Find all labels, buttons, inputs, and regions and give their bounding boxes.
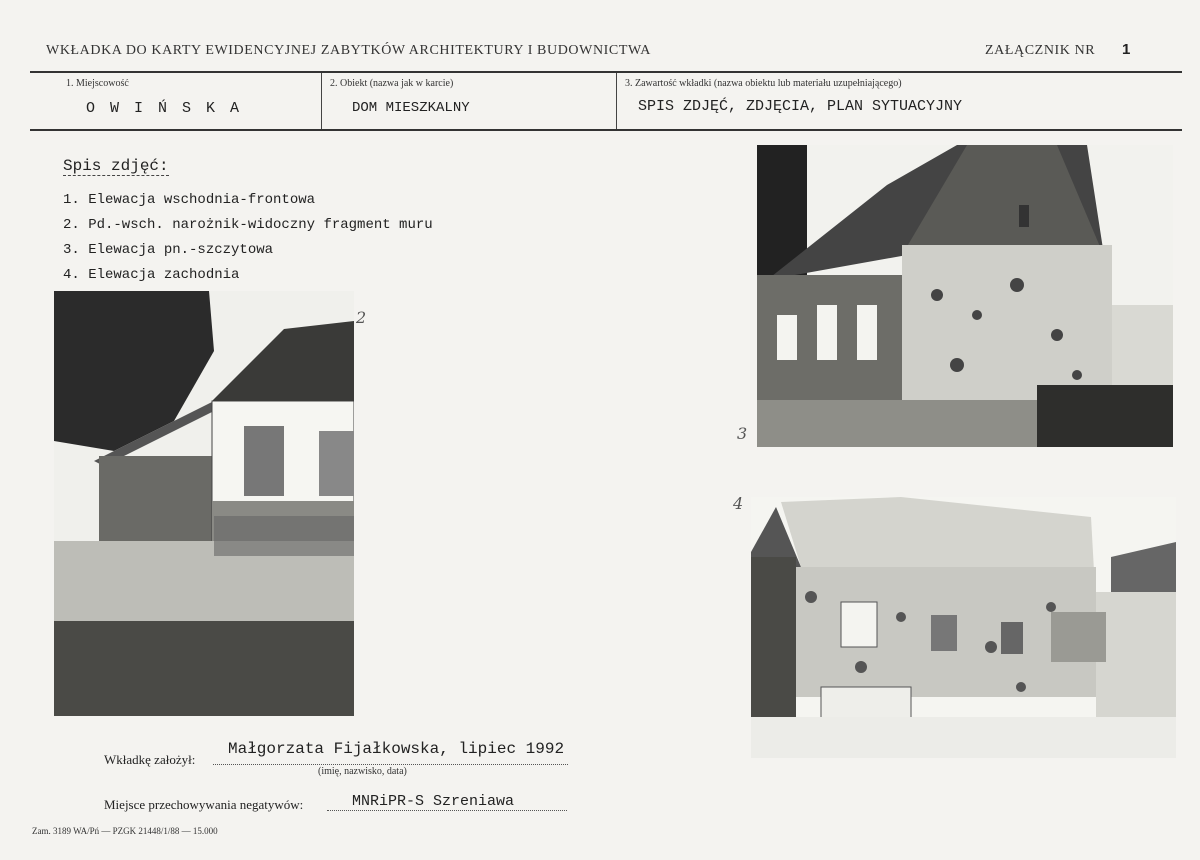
photo-4-west-elevation	[751, 497, 1176, 758]
photo-list-item: 2. Pd.-wsch. narożnik-widoczny fragment muru	[63, 217, 433, 233]
storage-label: Miejsce przechowywania negatywów:	[104, 797, 304, 812]
photo-list	[63, 188, 433, 288]
header-top-rule	[30, 71, 1182, 73]
field-divider-1	[321, 73, 322, 129]
content-label: 3. Zawartość wkładki (nazwa obiektu lub materiału uzupełniającego)	[625, 78, 902, 89]
locality-label: 1. Miejscowość	[66, 78, 129, 89]
founder-value: Małgorzata Fijałkowska, lipiec 1992	[228, 740, 565, 758]
founder-label: Wkładkę założył:	[104, 752, 196, 767]
object-value: DOM MIESZKALNY	[352, 100, 470, 116]
content-value: SPIS ZDJĘĆ, ZDJĘCIA, PLAN SYTUACYJNY	[638, 98, 963, 115]
founder-line	[213, 764, 568, 765]
photo-3-number: 3	[737, 424, 748, 443]
photo-list-title: Spis zdjęć:	[63, 157, 169, 175]
storage-value: MNRiPR-S Szreniawa	[352, 793, 515, 810]
photo-2-number: 2	[356, 308, 367, 327]
attachment-label: ZAŁĄCZNIK NR	[985, 43, 1096, 58]
photo-list-item: 4. Elewacja zachodnia	[63, 267, 240, 283]
print-info: Zam. 3189 WA/Pń — PZGK 21448/1/88 — 15.000	[32, 826, 218, 836]
header-bottom-rule	[30, 129, 1182, 131]
field-divider-2	[616, 73, 617, 129]
object-label: 2. Obiekt (nazwa jak w karcie)	[330, 78, 454, 89]
founder-hint: (imię, nazwisko, data)	[318, 766, 407, 777]
storage-line	[327, 810, 567, 811]
attachment-number: 1	[1122, 41, 1131, 58]
form-title: WKŁADKA DO KARTY EWIDENCYJNEJ ZABYTKÓW ARCHITEKTURY I BUDOWNICTWA	[46, 43, 651, 58]
locality-value: O W I Ń S K A	[86, 100, 243, 117]
photo-3-gable-elevation	[757, 145, 1173, 447]
photo-list-item: 3. Elewacja pn.-szczytowa	[63, 242, 274, 258]
photo-list-item: 1. Elewacja wschodnia-frontowa	[63, 192, 316, 208]
photo-2-corner-view	[54, 291, 354, 716]
photo-4-number: 4	[733, 494, 744, 513]
